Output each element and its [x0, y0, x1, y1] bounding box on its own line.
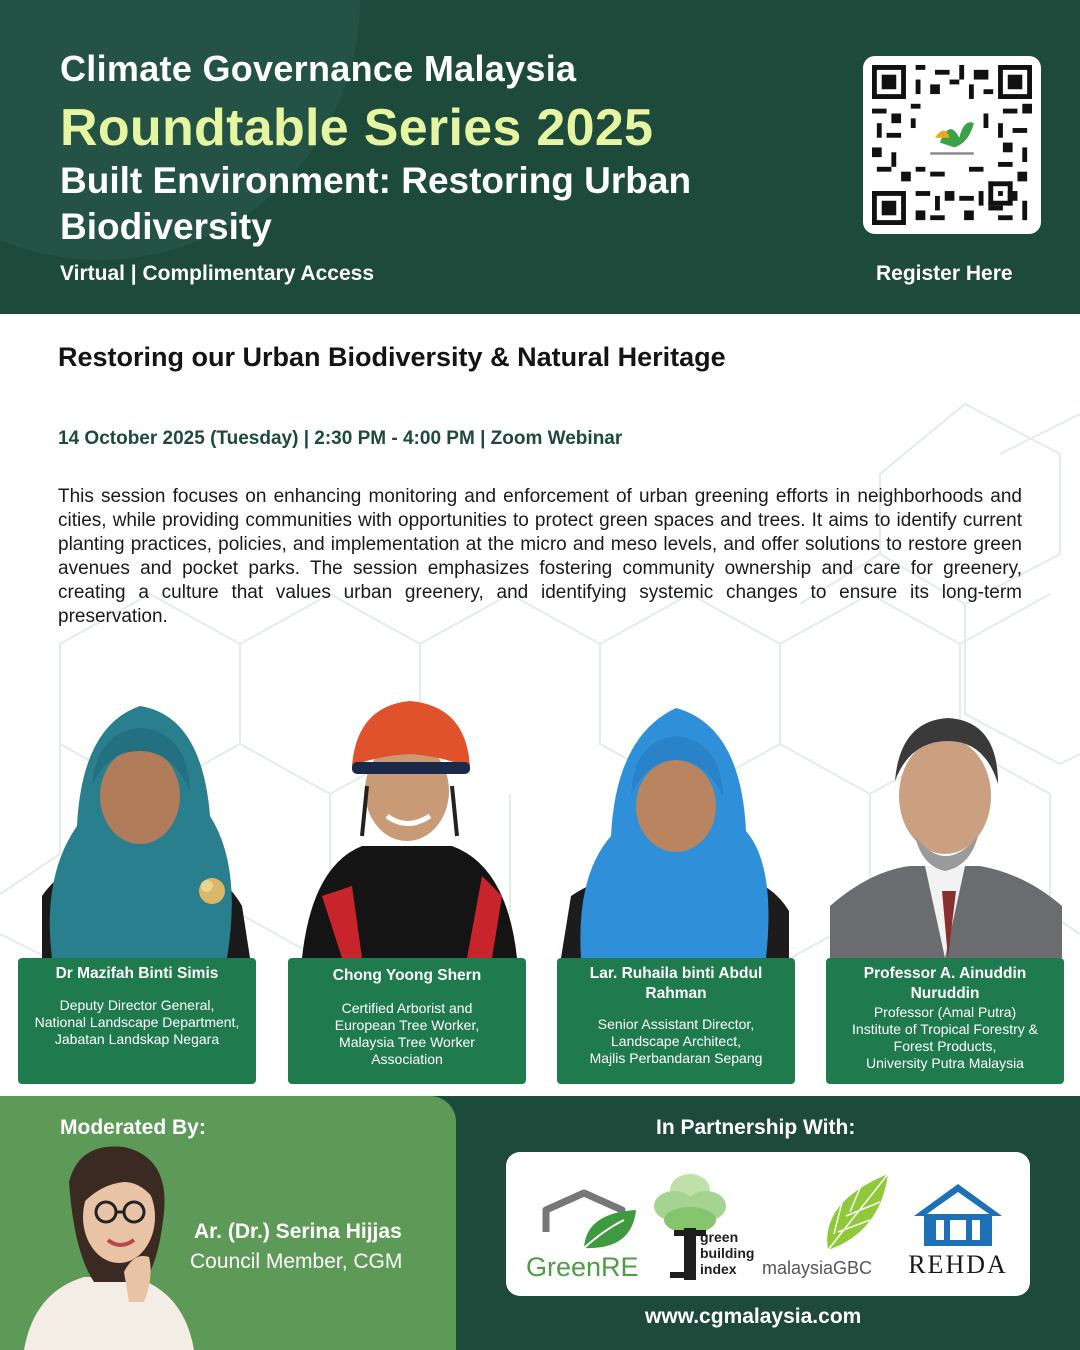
speaker-card-3: [557, 958, 795, 1084]
speaker-card-1: [18, 958, 256, 1084]
speaker-photo-4: [830, 696, 1062, 958]
greenre-logo-text: GreenRE: [526, 1252, 639, 1280]
qr-code-image[interactable]: [872, 65, 1032, 225]
moderator-photo: [24, 1142, 194, 1350]
malaysiagbc-logo-text: malaysiaGBC: [762, 1258, 873, 1278]
speaker-role: Deputy Director General, National Landscape Department, Jabatan Landskap Negara: [34, 997, 240, 1047]
moderator-label: Moderated By:: [60, 1116, 206, 1139]
topic-title: Built Environment: Restoring Urban Biodiversity: [60, 160, 692, 247]
gbi-logo-line-1: green: [700, 1229, 739, 1245]
speaker-card-4: [826, 958, 1064, 1084]
moderator-role: Council Member, CGM: [190, 1250, 403, 1273]
speaker-name: Chong Yoong Shern: [332, 967, 482, 984]
session-datetime: 14 October 2025 (Tuesday) | 2:30 PM - 4:00 PM | Zoom Webinar: [58, 428, 623, 449]
speaker-photo-1: [22, 696, 254, 958]
speaker-role: Certified Arborist and European Tree Worker, Malaysia Tree Worker Association: [334, 1000, 480, 1067]
website-link[interactable]: www.cgmalaysia.com: [645, 1305, 862, 1328]
access-info: Virtual | Complimentary Access: [60, 262, 374, 285]
gbi-logo-line-2: building: [700, 1245, 755, 1261]
speaker-role: Senior Assistant Director, Landscape Architect, Majlis Perbandaran Sepang: [589, 1016, 763, 1066]
greenre-logo: [524, 1188, 650, 1280]
speaker-name: Lar. Ruhaila binti Abdul Rahman: [589, 965, 763, 1002]
speaker-photo-3: [561, 696, 793, 958]
malaysiagbc-logo: [760, 1172, 900, 1282]
speaker-photo-2: [292, 696, 524, 958]
speaker-name: Professor A. Ainuddin Nuruddin: [863, 965, 1027, 1002]
gbi-logo-line-3: index: [700, 1261, 737, 1277]
session-description: This session focuses on enhancing monitoring and enforcement of urban greening efforts in neighborhoods and cities, while providing communities with opportunities to protect green spaces and trees. It aims to identify current planting practices, policies, and implementation at the micro and meso levels, and offer solutions to restore green avenues and pocket parks. The session emphasizes fostering community ownership and care for greenery, creating a culture that values urban greenery, and identifying systemic changes to ensure its long-term preservation.: [58, 486, 1022, 627]
speaker-role: Professor (Amal Putra) Institute of Tropical Forestry & Forest Products, University Putra Malaysia: [852, 1004, 1038, 1071]
series-title: Roundtable Series 2025: [60, 99, 654, 157]
moderator-name: Ar. (Dr.) Serina Hijjas: [194, 1220, 402, 1243]
partners-label: In Partnership With:: [656, 1116, 856, 1139]
rehda-logo-text: REHDA: [908, 1250, 1008, 1278]
gbi-logo: [652, 1172, 756, 1282]
qr-code[interactable]: [863, 56, 1041, 234]
speaker-card-2: [288, 958, 526, 1084]
speaker-name: Dr Mazifah Binti Simis: [55, 965, 219, 982]
rehda-logo: [896, 1178, 1020, 1278]
session-title: Restoring our Urban Biodiversity & Natural Heritage: [58, 342, 726, 372]
register-link[interactable]: Register Here: [876, 262, 1013, 285]
organization-name: Climate Governance Malaysia: [60, 48, 577, 89]
